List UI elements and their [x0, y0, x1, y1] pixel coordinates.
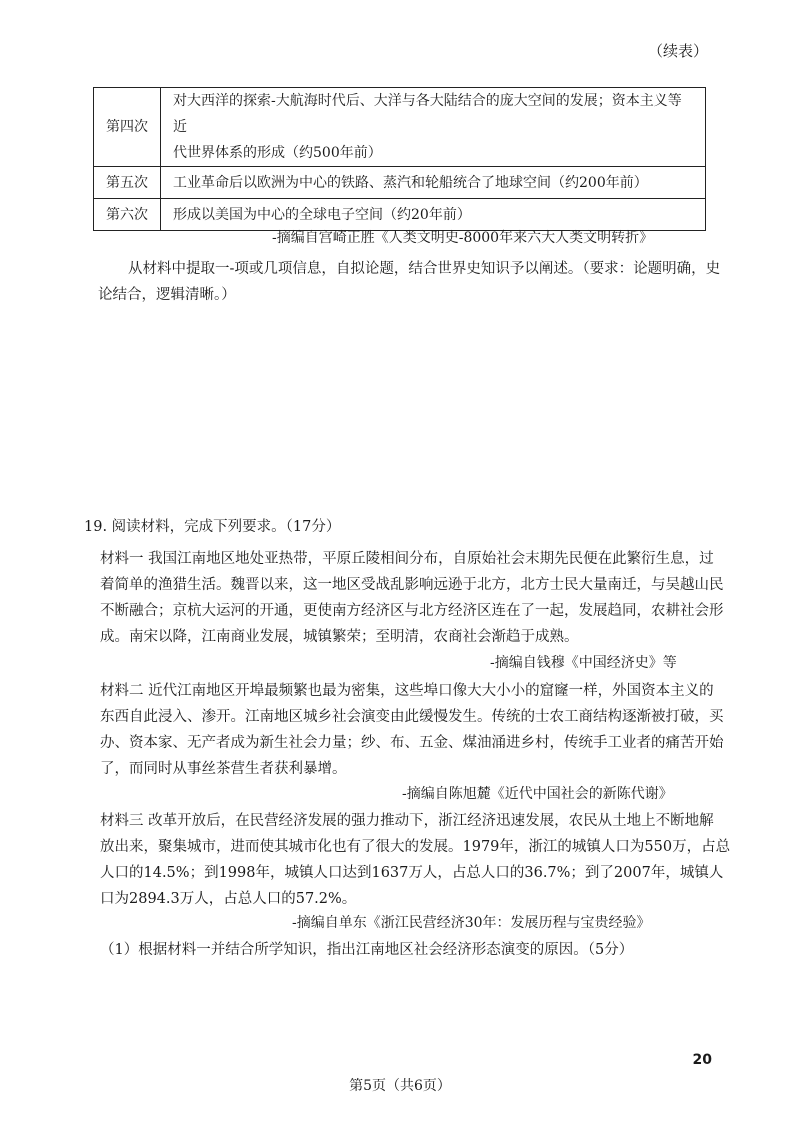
- q18-line: 论结合，逻辑清晰。）: [98, 287, 236, 303]
- q18-prompt: [98, 256, 720, 308]
- material-line: 了，而同时从事丝茶营生者获利暴增。: [100, 761, 347, 777]
- material-line: 办、资本家、无产者成为新生社会力量；纱、布、五金、煤油涌进乡村，传统手工业者的痛苦开始: [100, 735, 724, 751]
- continued-label: （续表）: [647, 42, 708, 60]
- score-mark: 20: [692, 1052, 712, 1068]
- q19-header: 19. 阅读材料，完成下列要求。（17分）: [84, 519, 341, 535]
- material-line: 不断融合；京杭大运河的开通，更使南方经济区与北方经济区连在了一起，发展趋同，农耕社会形: [100, 603, 724, 619]
- material-two-source: -摘编自陈旭麓《近代中国社会的新陈代谢》: [402, 786, 673, 802]
- row-description: [161, 199, 706, 231]
- row-description: [161, 167, 706, 199]
- table-row: [94, 199, 706, 231]
- material-line: 着简单的渔猎生活。魏晋以来，这一地区受战乱影响远逊于北方，北方士民大量南迁，与吴越山民: [100, 577, 724, 593]
- row-description-line: 工业革命后以欧洲为中心的铁路、蒸汽和轮船统合了地球空间（约200年前）: [173, 174, 648, 191]
- q18-line: 从材料中提取一-项或几项信息，自拟论题，结合世界史知识予以阐述。（要求：论题明确，史: [128, 261, 721, 277]
- material-line: 东西自此浸入、渗开。江南地区城乡社会演变由此缓慢发生。传统的士农工商结构逐渐被打破，买: [100, 709, 724, 725]
- material-line: 材料一 我国江南地区地处亚热带，平原丘陵相间分布，自原始社会末期先民便在此繁衍生息，过: [100, 551, 714, 567]
- row-description: [161, 88, 706, 167]
- row-label: 第四次: [94, 88, 161, 167]
- row-description-line: 形成以美国为中心的全球电子空间（约20年前）: [173, 206, 471, 223]
- material-line: 口为2894.3万人，占总人口的57.2%。: [100, 891, 357, 907]
- material-line: 材料二 近代江南地区开埠最频繁也最为密集，这些埠口像大大小小的窟窿一样，外国资本主义的: [100, 683, 714, 699]
- sub-question-1: （1）根据材料一并结合所学知识，指出江南地区社会经济形态演变的原因。（5分）: [100, 942, 634, 958]
- material-line: 人口的14.5%；到1998年，城镇人口达到1637万人，占总人口的36.7%；到了2007年，城镇人: [100, 865, 724, 881]
- material-line: 材料三 改革开放后，在民营经济发展的强力推动下，浙江经济迅速发展，农民从土地上不断地解: [100, 813, 714, 829]
- row-label: 第五次: [94, 167, 161, 199]
- material-two: [100, 678, 724, 782]
- row-description-line: 对大西洋的探索-大航海时代后、大洋与各大陆结合的庞大空间的发展；资本主义等近: [173, 93, 682, 135]
- table-source: -摘编自宫崎正胜《人类文明史-8000年来六大人类文明转折》: [272, 230, 654, 246]
- table-row: [94, 167, 706, 199]
- table-row: [94, 88, 706, 167]
- material-one: [100, 546, 724, 650]
- row-description-line: 代世界体系的形成（约500年前）: [173, 145, 382, 161]
- material-one-source: -摘编自钱穆《中国经济史》等: [490, 655, 677, 671]
- material-line: 成。南宋以降，江南商业发展，城镇繁荣；至明清，农商社会渐趋于成熟。: [100, 629, 579, 645]
- material-three: [100, 808, 730, 912]
- page-number: 第5页（共6页）: [349, 1078, 451, 1094]
- material-three-source: -摘编自单东《浙江民营经济30年：发展历程与宝贵经验》: [292, 915, 651, 931]
- civilization-turns-table: [93, 87, 706, 231]
- row-label: 第六次: [94, 199, 161, 231]
- material-line: 放出来，聚集城市，进而使其城市化也有了很大的发展。1979年，浙江的城镇人口为550万，占总: [100, 839, 731, 855]
